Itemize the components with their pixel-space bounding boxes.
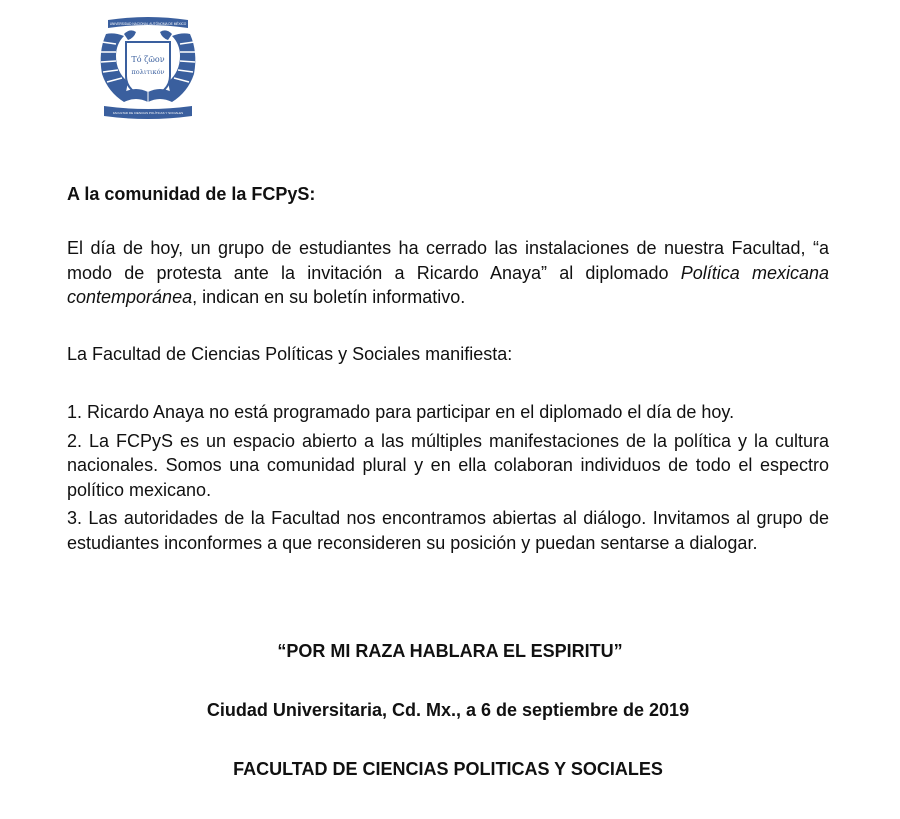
statement-points-list <box>67 400 829 559</box>
logo-motto-line1: Τό ζῶον <box>131 55 165 64</box>
announcement-paragraph <box>67 236 829 310</box>
university-motto: “POR MI RAZA HABLARA EL ESPIRITU” <box>277 641 623 661</box>
logo-ribbon-bottom-text: FACULTAD DE CIENCIAS POLÍTICAS Y SOCIALES <box>112 111 184 115</box>
statement-point: 2. La FCPyS es un espacio abierto a las múltiples manifestaciones de la política y la cultura nacionales. Somos una comunidad plural y en ella colaboran individuos de todo el espectro político mexicano. <box>67 430 829 500</box>
place-and-date: Ciudad Universitaria, Cd. Mx., a 6 de septiembre de 2019 <box>206 700 690 720</box>
statement-point: 1. Ricardo Anaya no está programado para participar en el diplomado el día de hoy. <box>67 402 735 422</box>
diploma-course-title: Política mexicana contemporánea <box>67 262 829 307</box>
logo-motto-line2: πολιτικόν <box>131 68 165 76</box>
paragraph1-text-a: El día de hoy, un grupo de estudiantes ha cerrado las instalaciones de nuestra Facultad, “a modo de protesta ante la invitación a Ricardo Anaya” al diplomado <box>67 238 829 283</box>
paragraph1-text-b: , indican en su boletín informativo. <box>192 287 466 307</box>
fcpys-emblem-icon <box>94 12 202 124</box>
statement-intro: La Facultad de Ciencias Políticas y Sociales manifiesta: <box>67 344 513 364</box>
fcpys-logo <box>94 12 202 124</box>
logo-ribbon-top-text: UNIVERSIDAD NACIONAL AUTÓNOMA DE MÉXICO <box>109 22 187 26</box>
greeting-heading: A la comunidad de la FCPyS: <box>67 184 316 204</box>
statement-point: 3. Las autoridades de la Facultad nos encontramos abiertas al diálogo. Invitamos al grupo de estudiantes inconformes a que reconsideren su posición y puedan sentarse a dialogar. <box>67 508 829 553</box>
signature-faculty-name: FACULTAD DE CIENCIAS POLITICAS Y SOCIALES <box>233 759 663 779</box>
